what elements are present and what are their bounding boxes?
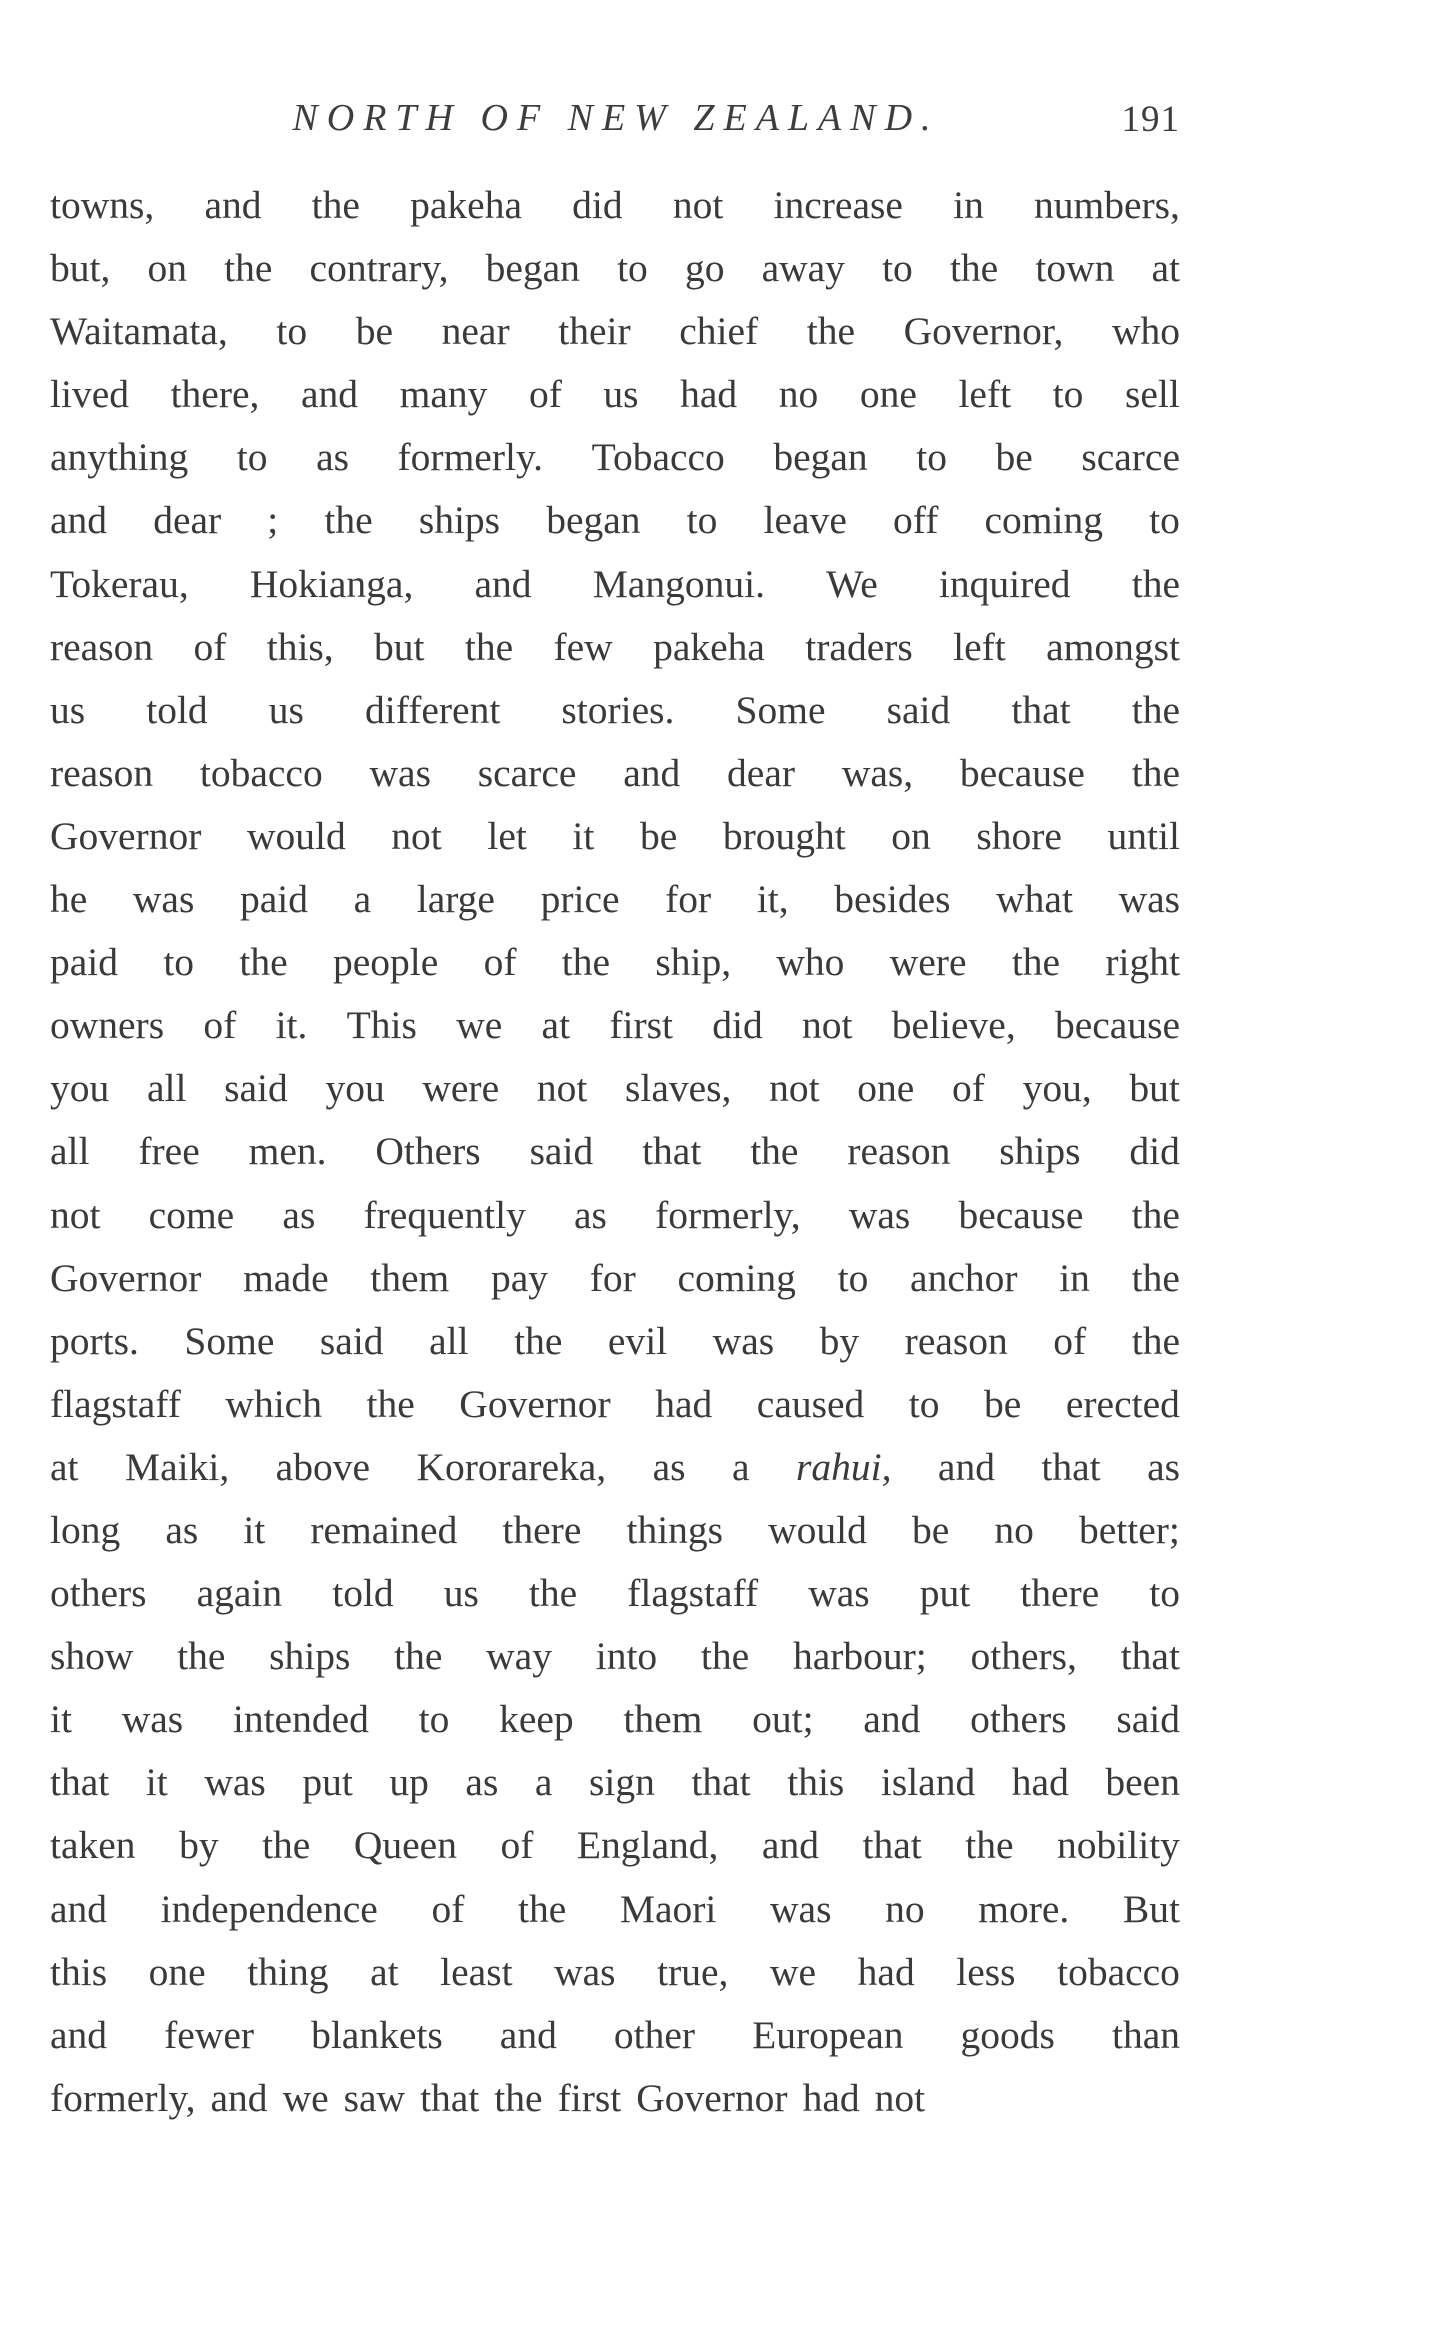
body-text	[50, 174, 1180, 2130]
text-line: he was paid a large price for it, besides what was	[50, 877, 1180, 922]
text-line: reason of this, but the few pakeha traders left amongst	[50, 624, 1180, 669]
text-line: formerly, and we saw that the first Governor had not	[50, 2075, 926, 2120]
page-number: 191	[1121, 99, 1180, 140]
text-line: it was intended to keep them out; and others said	[50, 1697, 1180, 1742]
text-line: show the ships the way into the harbour; others, that	[50, 1634, 1180, 1679]
text-line: and dear ; the ships began to leave off coming to	[50, 498, 1180, 543]
text-line: that it was put up as a sign that this island had been	[50, 1760, 1180, 1805]
text-line: and independence of the Maori was no more. But	[50, 1886, 1180, 1931]
text-line: ports. Some said all the evil was by reason of the	[50, 1318, 1180, 1363]
text-line: all free men. Others said that the reason ships did	[50, 1129, 1180, 1174]
text-line: anything to as formerly. Tobacco began to be scarce	[50, 435, 1180, 480]
text-line: Governor made them pay for coming to anchor in the	[50, 1255, 1180, 1300]
text-line: lived there, and many of us had no one left to sell	[50, 372, 1180, 417]
text-line: paid to the people of the ship, who were the right	[50, 940, 1180, 985]
text-line: at Maiki, above Kororareka, as a rahui, and that as	[50, 1444, 1180, 1489]
text-line: not come as frequently as formerly, was because the	[50, 1192, 1180, 1237]
running-head	[52, 96, 1180, 146]
text-line: and fewer blankets and other European goods than	[50, 2012, 1180, 2057]
text-line: this one thing at least was true, we had less tobacco	[50, 1949, 1180, 1994]
running-title: NORTH OF NEW ZEALAND.	[292, 97, 940, 139]
text-line: taken by the Queen of England, and that the nobility	[50, 1823, 1180, 1868]
text-line: but, on the contrary, began to go away to the town at	[50, 246, 1180, 291]
text-line: flagstaff which the Governor had caused to be erected	[50, 1381, 1180, 1426]
text-line: towns, and the pakeha did not increase in numbers,	[50, 183, 1180, 227]
text-line: long as it remained there things would be no better;	[50, 1507, 1180, 1552]
text-line: you all said you were not slaves, not one of you, but	[50, 1066, 1180, 1111]
text-line: Governor would not let it be brought on shore until	[50, 813, 1180, 858]
text-line: owners of it. This we at first did not believe, because	[50, 1003, 1180, 1048]
text-line: Waitamata, to be near their chief the Governor, who	[50, 309, 1180, 354]
text-line: us told us different stories. Some said that the	[50, 687, 1180, 732]
text-line: others again told us the flagstaff was put there to	[50, 1571, 1180, 1616]
text-line: Tokerau, Hokianga, and Mangonui. We inquired the	[50, 561, 1180, 606]
text-line: reason tobacco was scarce and dear was, because the	[50, 750, 1180, 795]
